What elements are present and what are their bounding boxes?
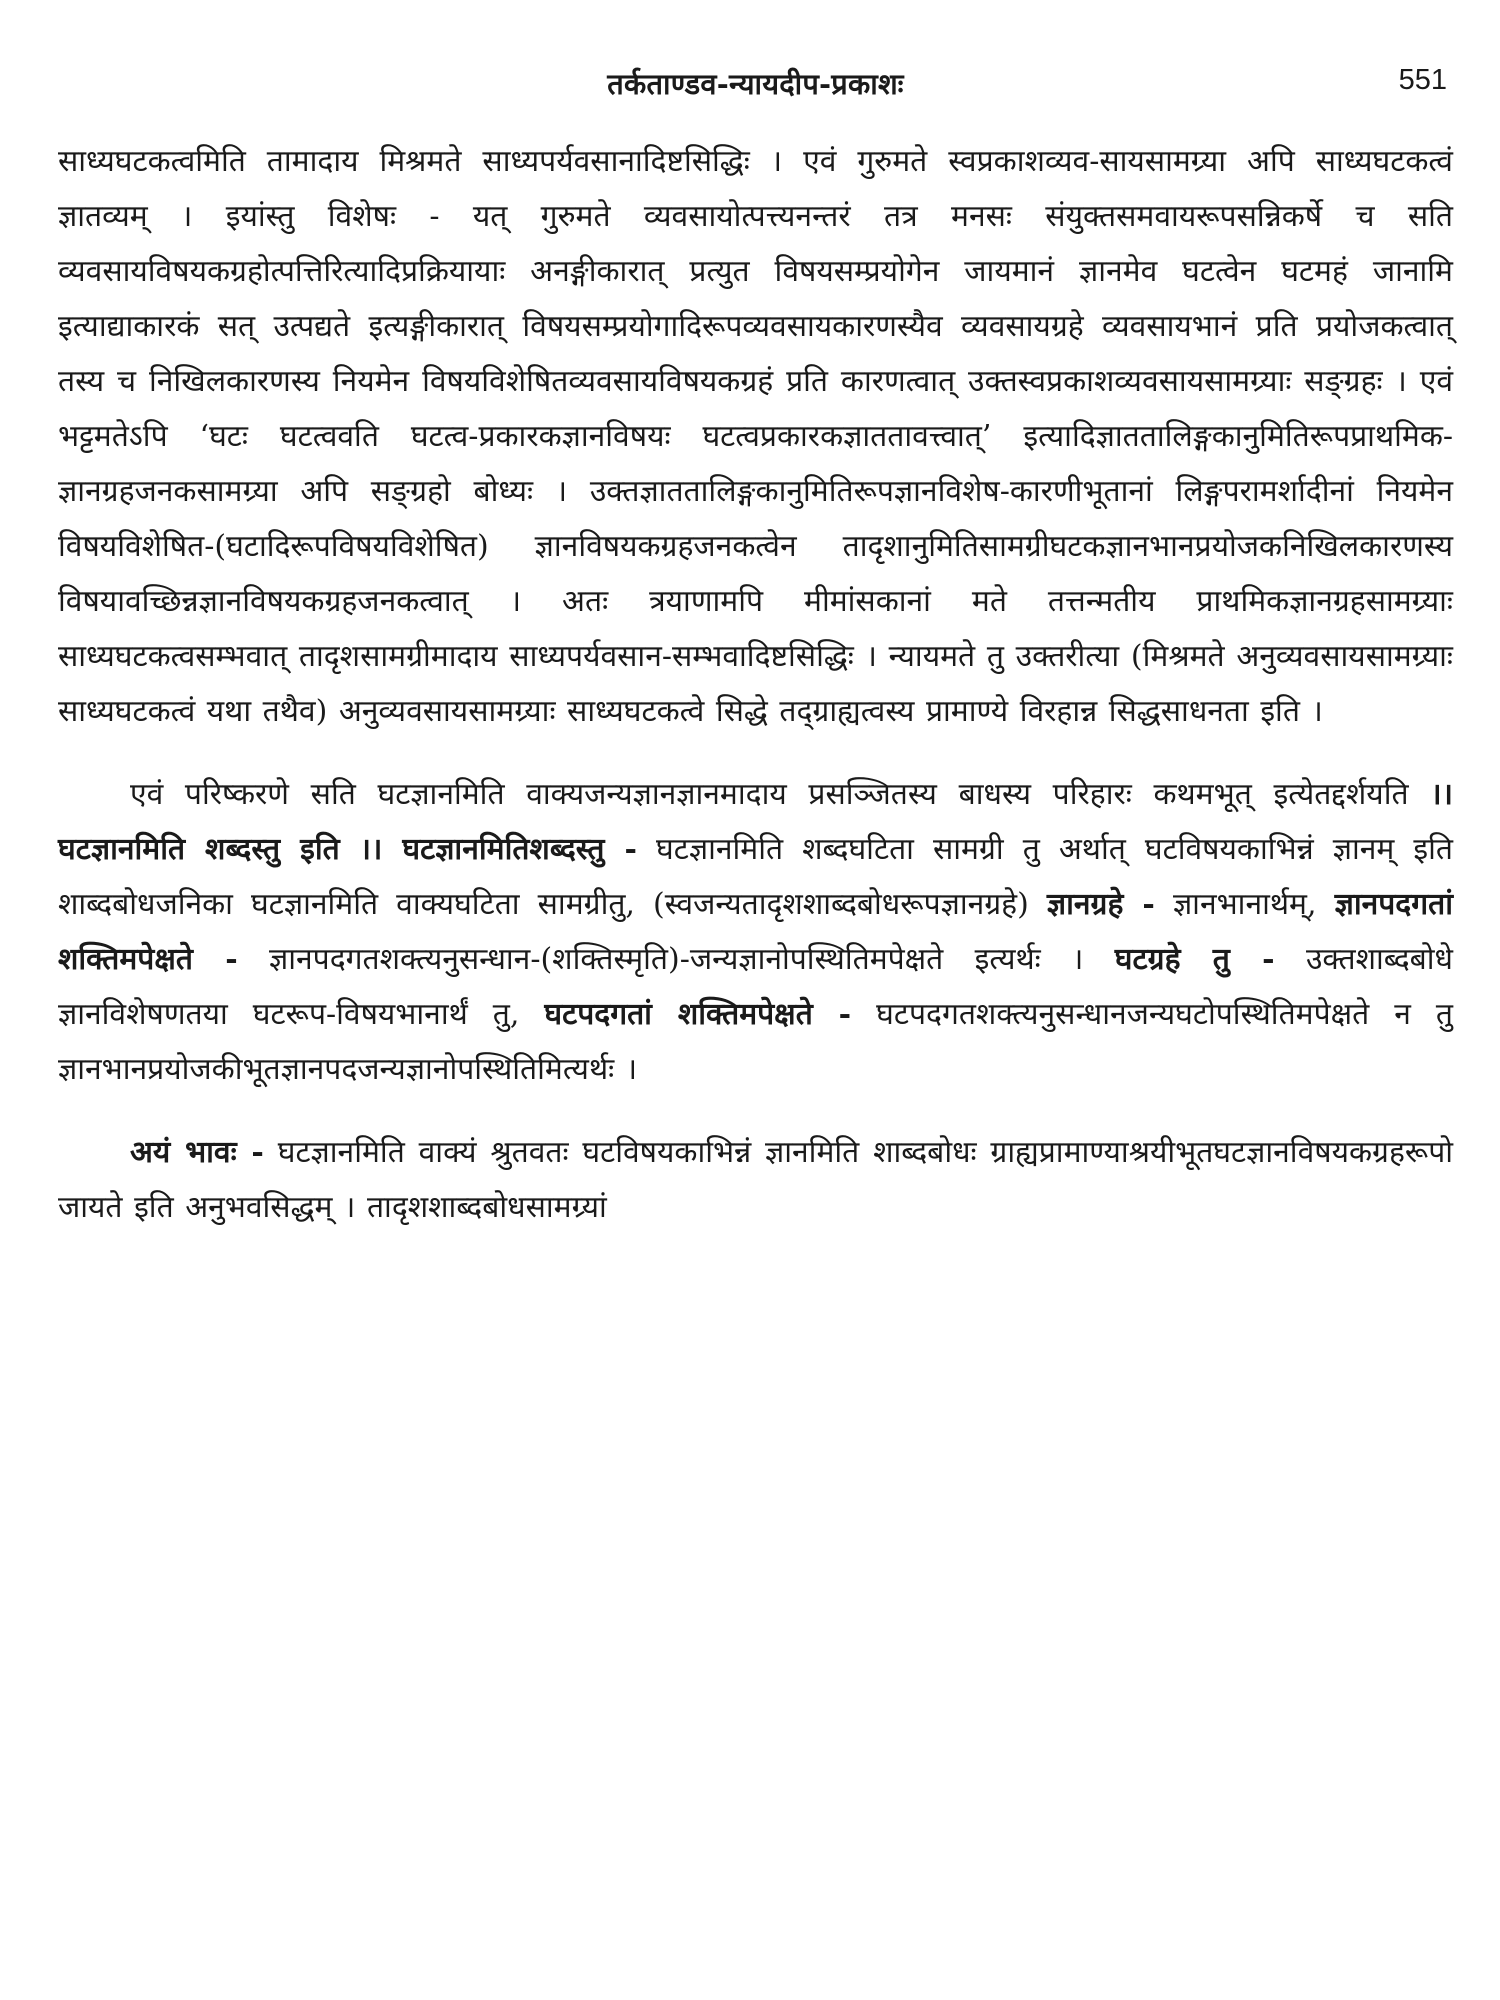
text-run: ज्ञानपदगतशक्त्यनुसन्धान-(शक्तिस्मृति)-जन्यज्ञानोपस्थितिमपेक्षते इत्यर्थः । — [237, 942, 1115, 977]
text-run: ज्ञानभानार्थम्, — [1154, 887, 1335, 922]
text-run: घटज्ञानमिति वाक्यं श्रुतवतः घटविषयकाभिन्नं ज्ञानमिति शाब्दबोधः ग्राह्यप्रामाण्याश्रयीभूतघटज्ञानविषयकग्रहरूपो जायते इति अनुभवसिद्धम् । तादृशशाब्दबोधसामग्र्यां — [58, 1135, 1453, 1225]
bold-text-run: घटग्रहे तु - — [1114, 942, 1275, 977]
text-run: घटपदगतशक्त्यनुसन्धानजन्यघटोपस्थितिमपेक्षते न तु ज्ञानभानप्रयोजकीभूतज्ञानपदजन्यज्ञानोपस्थितिमित्यर्थः । — [58, 997, 1453, 1087]
text-run: उक्तशाब्दबोधे ज्ञानविशेषणतया घटरूप-विषयभानार्थं तु, — [58, 942, 1454, 1032]
bold-text-run: ज्ञानपदगतां शक्तिमपेक्षते - — [58, 887, 1453, 977]
bold-text-run: घटपदगतां शक्तिमपेक्षते - — [544, 997, 852, 1032]
page-header — [58, 60, 1453, 120]
text-run: साध्यघटकत्वमिति तामादाय मिश्रमते साध्यपर्यवसानादिष्टसिद्धिः । एवं गुरुमते स्वप्रकाशव्यव-सायसामग्र्या अपि साध्यघटकत्वं ज्ञातव्यम् । इयांस्तु विशेषः - यत् गुरुमते व्यवसायोत्पत्त्यनन्तरं तत्र मनसः संयुक्तसमवायरूपसन्निकर्षे च सति व्यवसायविषयकग्रहोत्पत्तिरित्यादिप्रक्रियायाः अनङ्गीकारात् प्रत्युत विषयसम्प्रयोगेन जायमानं ज्ञानमेव घटत्वेन घटमहं जानामि इत्याद्याकारकं सत् उत्पद्यते इत्यङ्गीकारात् विषयसम्प्रयोगादिरूपव्यवसायकारणस्यैव व्यवसायग्रहे व्यवसायभानं प्रति प्रयोजकत्वात् तस्य च निखिलकारणस्य नियमेन विषयविशेषितव्यवसायविषयकग्रहं प्रति कारणत्वात् उक्तस्वप्रकाशव्यवसायसामग्र्याः सङ्ग्रहः । एवं भट्टमतेऽपि ‘घटः घटत्ववति घटत्व-प्रकारकज्ञानविषयः घटत्वप्रकारकज्ञाततावत्त्वात्’ इत्यादिज्ञाततालिङ्गकानुमितिरूपप्राथमिक-ज्ञानग्रहजनकसामग्र्या अपि सङ्ग्रहो बोध्यः । उक्तज्ञाततालिङ्गकानुमितिरूपज्ञानविशेष-कारणीभूतानां लिङ्गपरामर्शादीनां नियमेन विषयविशेषित-(घटादिरूपविषयविशेषित) ज्ञानविषयकग्रहजनकत्वेन तादृशानुमितिसामग्रीघटकज्ञानभानप्रयोजकनिखिलकारणस्य विषयावच्छिन्नज्ञानविषयकग्रहजनकत्वात् । अतः त्रयाणामपि मीमांसकानां मते तत्तन्मतीय प्राथमिकज्ञानग्रहसामग्र्याः साध्यघटकत्वसम्भवात् तादृशसामग्रीमादाय साध्यपर्यवसान-सम्भवादिष्टसिद्धिः । न्यायमते तु उक्तरीत्या (मिश्रमते अनुव्यवसायसामग्र्याः साध्यघटकत्वं यथा तथैव) अनुव्यवसायसामग्र्याः साध्यघटकत्वे सिद्धे तद्ग्राह्यत्वस्य प्रामाण्ये विरहान्न सिद्धसाधनता इति । — [58, 144, 1453, 729]
running-title: तर्कताण्डव-न्यायदीप-प्रकाशः — [607, 67, 904, 101]
bold-text-run: अयं भावः - — [130, 1135, 264, 1170]
bold-text-run: ।। घटज्ञानमिति शब्दस्तु इति ।। घटज्ञानमितिशब्दस्तु - — [58, 777, 1453, 867]
body-text — [58, 134, 1453, 1235]
paragraph-1 — [58, 134, 1453, 739]
text-run: घटज्ञानमिति शब्दघटिता सामग्री तु अर्थात् घटविषयकाभिन्नं ज्ञानम् इति शाब्दबोधजनिका घटज्ञानमिति वाक्यघटिता सामग्रीतु, (स्वजन्यतादृशशाब्दबोधरूपज्ञानग्रहे) — [58, 832, 1453, 922]
paragraph-3 — [58, 1125, 1453, 1235]
text-run: एवं परिष्करणे सति घटज्ञानमिति वाक्यजन्यज्ञानज्ञानमादाय प्रसञ्जितस्य बाधस्य परिहारः कथमभूत् इत्येतद्दर्शयति — [130, 777, 1431, 812]
book-page — [58, 60, 1453, 1960]
bold-text-run: ज्ञानग्रहे - — [1046, 887, 1155, 922]
paragraph-2 — [58, 767, 1453, 1097]
page-number: 551 — [1398, 64, 1447, 96]
